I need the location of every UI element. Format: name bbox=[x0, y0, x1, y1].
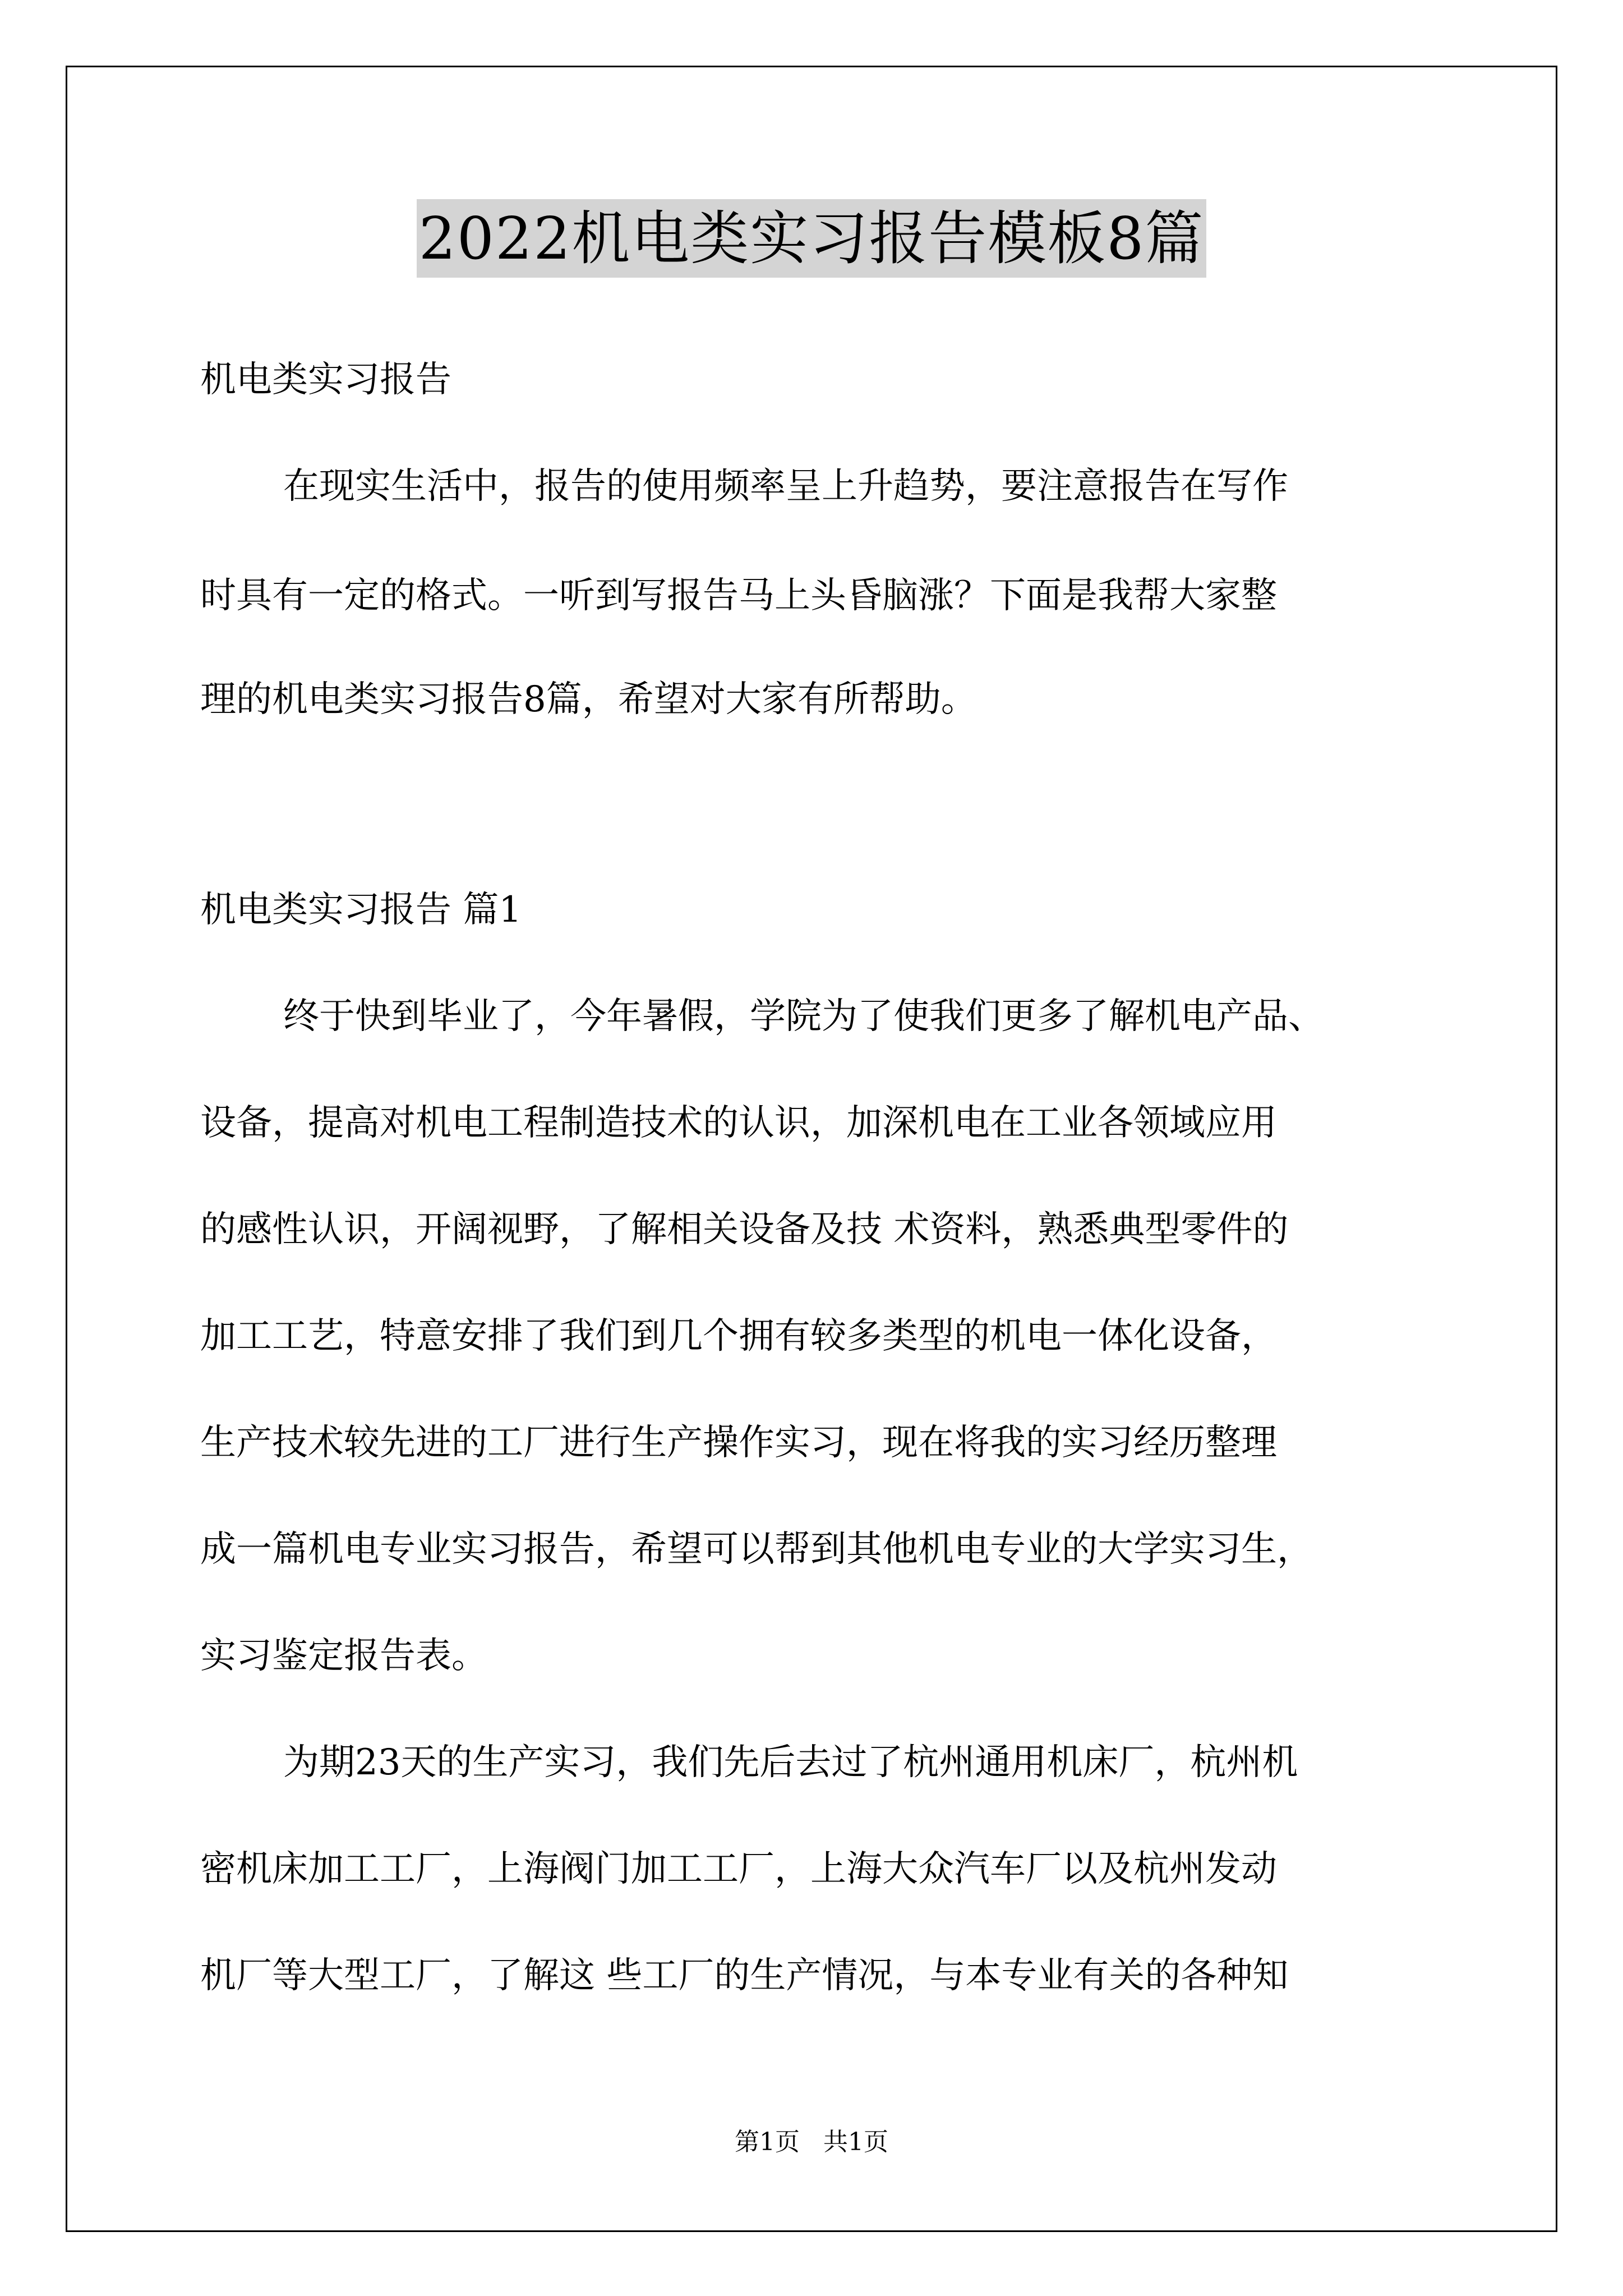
para2-line-2: 密机床加工工厂，上海阀门加工工厂，上海大众汽车厂以及杭州发动 bbox=[200, 1848, 1277, 1890]
para1-line-4: 加工工艺，特意安排了我们到几个拥有较多类型的机电一体化设备， bbox=[200, 1315, 1277, 1357]
para1-line-5: 生产技术较先进的工厂进行生产操作实习，现在将我的实习经历整理 bbox=[200, 1422, 1277, 1464]
para1-line-7: 实习鉴定报告表。 bbox=[200, 1635, 487, 1677]
para1-line-2: 设备，提高对机电工程制造技术的认识，加深机电在工业各领域应用 bbox=[200, 1102, 1277, 1144]
para1-line-1: 终于快到毕业了，今年暑假，学院为了使我们更多了解机电产品、 bbox=[283, 996, 1324, 1037]
title-container bbox=[0, 199, 1623, 278]
document-title: 2022机电类实习报告模板8篇 bbox=[417, 199, 1207, 278]
intro-line-1: 在现实生活中，报告的使用频率呈上升趋势，要注意报告在写作 bbox=[283, 466, 1288, 507]
total-pages: 共1页 bbox=[823, 2128, 888, 2156]
para1-line-3: 的感性认识，开阔视野，了解相关设备及技 术资料，熟悉典型零件的 bbox=[200, 1209, 1289, 1250]
intro-line-3: 理的机电类实习报告8篇，希望对大家有所帮助。 bbox=[200, 679, 977, 720]
para2-line-1: 为期23天的生产实习，我们先后去过了杭州通用机床厂，杭州机 bbox=[283, 1742, 1298, 1783]
page-number: 第1页 bbox=[735, 2128, 800, 2156]
page-footer bbox=[0, 2122, 1623, 2157]
subtitle: 机电类实习报告 bbox=[200, 359, 451, 401]
section-heading: 机电类实习报告 篇1 bbox=[200, 889, 522, 931]
intro-line-2: 时具有一定的格式。一听到写报告马上头昏脑涨？下面是我帮大家整 bbox=[200, 575, 1277, 616]
para2-line-3: 机厂等大型工厂，了解这 些工厂的生产情况，与本专业有关的各种知 bbox=[200, 1955, 1289, 1996]
para1-line-6: 成一篇机电专业实习报告，希望可以帮到其他机电专业的大学实习生， bbox=[200, 1529, 1313, 1570]
